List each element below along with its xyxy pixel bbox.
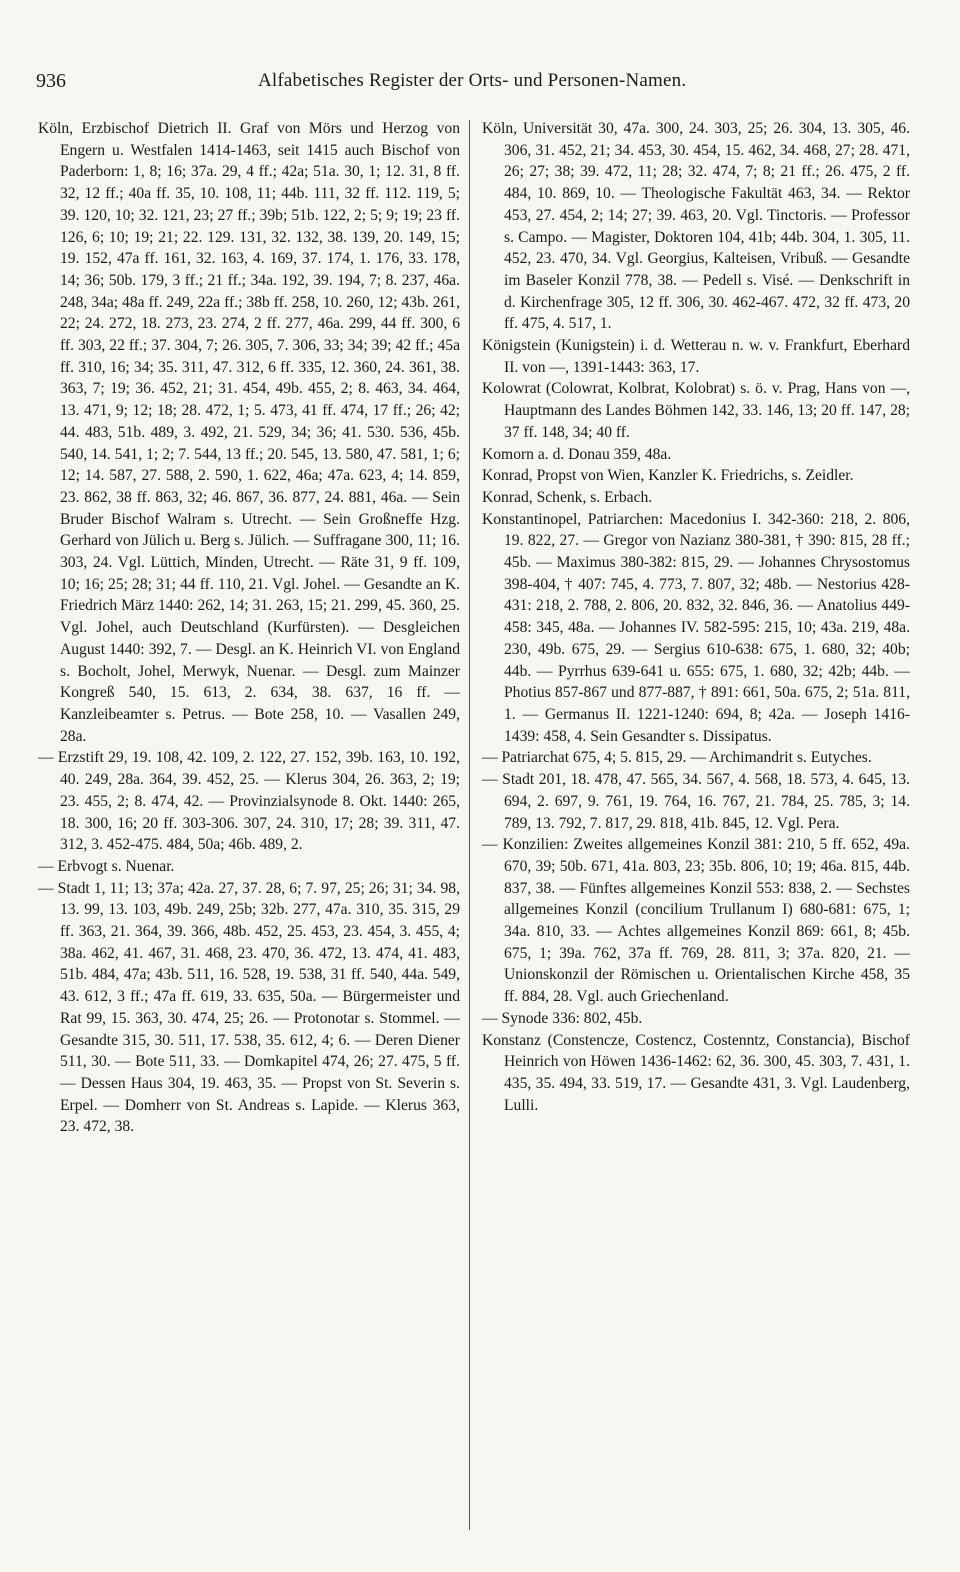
page-number: 936 [36,70,66,92]
index-entry: — Stadt 201, 18. 478, 47. 565, 34. 567, 4. 568, 18. 573, 4. 645, 13. 694, 2. 697, 9. 761, 19. 764, 16. 767, 21. 784, 25. 785, 3; 14. 789, 13. 792, 7. 817, 29. 818, 41b. 845, 12. Vgl. Pera. [482,771,910,832]
index-entry: Kolowrat (Colowrat, Kolbrat, Kolobrat) s. ö. v. Prag, Hans von —, Hauptmann des Landes Böhmen 142, 33. 146, 13; 20 ff. 147, 28; 37 ff. 148, 34; 40 ff. [482,380,910,441]
index-entry: Konrad, Propst von Wien, Kanzler K. Friedrichs, s. Zeidler. [482,467,854,485]
index-entry: Komorn a. d. Donau 359, 48a. [482,445,672,463]
index-entry: Köln, Erzbischof Dietrich II. Graf von Mörs und Herzog von Engern u. Westfalen 1414-1463, seit 1415 auch Bischof von Paderborn: 1, 8; 16; 37a. 29, 4 ff.; 42a; 51a. 30, 1; 12. 31, 8 ff. 32, 12 ff.; 40a ff. 35, 10. 108, 11; 44b. 111, 32 ff. 112. 119, 5; 39. 120, 10; 32. 121, 23; 27 ff.; 39b; 51b. 122, 2; 5; 9; 19; 23 ff. 126, 6; 10; 19; 21; 22. 129. 131, 32. 132, 38. 139, 20. 149, 15; 19. 152, 47a ff. 161, 32. 163, 4. 169, 37. 174, 1. 176, 33. 178, 14; 36; 50b. 179, 3 ff.; 21 ff.; 34a. 192, 39. 194, 7; 8. 237, 46a. 248, 34a; 48a ff. 249, 22a ff.; 38b ff. 258, 10. 260, 12; 43b. 261, 22; 24. 272, 18. 273, 23. 274, 2 ff. 277, 46a. 299, 44 ff. 300, 6 ff. 303, 22 ff.; 37. 304, 7; 26. 305, 7. 306, 33; 34; 39; 42 ff.; 45a ff. 310, 16; 34; 35. 311, 47. 312, 6 ff. 335, 12. 360, 24. 361, 38. 363, 7; 19; 36. 452, 21; 31. 454, 49b. 455, 2; 8. 463, 34. 464, 13. 471, 9; 12; 18; 28. 472, 1; 5. 473, 41 ff. 474, 17 ff.; 26; 42; 44. 483, 51b. 489, 3. 492, 21. 529, 34; 36; 41. 530. 536, 45b. 540, 14. 541, 1; 2; 7. 544, 13 ff.; 20. 545, 13. 580, 47. 581, 1; 6; 12; 14. 587, 27. 588, 2. 590, 1. 622, 46a; 47a. 623, 4; 14. 859, 23. 862, 38 ff. 863, 32; 46. 867, 36. 877, 24. 881, 46a. — Sein Bruder Bischof Walram s. Utrecht. — Sein Großneffe Hzg. Gerhard von Jülich u. Berg s. Jülich. — Suffragane 300, 11; 16. 303, 24. Vgl. Lüttich, Minden, Utrecht. — Räte 31, 9 ff. 109, 10; 16; 25; 28; 31; 44 ff. 110, 21. Vgl. Johel. — Gesandte an K. Friedrich März 1440: 262, 14; 31. 263, 15; 21. 299, 45. 360, 25. Vgl. Johel, auch Deutschland (Kurfürsten). — Desgleichen August 1440: 392, 7. — Desgl. an K. Heinrich VI. von England s. Bocholt, Johel, Merwyk, Nuenar. — Desgl. zum Mainzer Kongreß 540, 15. 613, 2. 634, 38. 637, 16 ff. — Kanzleibeamter s. Petrus. — Bote 258, 10. — Vasallen 249, 28a. [38,120,460,745]
right-column [482,118,910,1116]
index-entry: Königstein (Kunigstein) i. d. Wetterau n. w. v. Frankfurt, Eberhard II. von —, 1391-1443: 363, 17. [482,337,910,376]
index-entry: — Patriarchat 675, 4; 5. 815, 29. — Archimandrit s. Eutyches. [482,749,872,767]
index-entry: Konstanz (Constencze, Costencz, Costenntz, Constancia), Bischof Heinrich von Höwen 1436-1462: 62, 36. 300, 45. 303, 7. 431, 1. 435, 35. 494, 33. 519, 17. — Gesandte 431, 3. Vgl. Laudenberg, Lulli. [482,1031,910,1114]
index-entry: Konstantinopel, Patriarchen: Macedonius I. 342-360: 218, 2. 806, 19. 822, 27. — Gregor von Nazianz 380-381, † 390: 815, 28 ff.; 45b. — Maximus 380-382: 815, 29. — Johannes Chrysostomus 398-404, † 407: 745, 4. 773, 7. 807, 32; 48b. — Nestorius 428-431: 218, 2. 788, 2. 806, 20. 832, 32. 846, 36. — Anatolius 449-458: 345, 48a. — Johannes IV. 582-595: 215, 10; 43a. 219, 48a. 230, 49b. 675, 29. — Sergius 610-638: 675, 1. 680, 32; 40b; 44b. — Pyrrhus 639-641 u. 655: 675, 1. 680, 32; 42b; 44b. — Photius 857-867 und 877-887, † 891: 661, 50a. 675, 2; 51a. 811, 1. — Germanus II. 1221-1240: 694, 8; 42a. — Joseph 1416-1439: 458, 4. Sein Gesandter s. Dissipatus. [482,510,910,745]
index-entry: — Konzilien: Zweites allgemeines Konzil 381: 210, 5 ff. 652, 49a. 670, 39; 50b. 671, 41a. 803, 23; 35b. 806, 10; 19; 46a. 815, 44b. 837, 38. — Fünftes allgemeines Konzil 553: 838, 2. — Sechstes allgemeines Konzil (concilium Trullanum I) 680-681: 675, 1; 34a. 810, 33. — Achtes allgemeines Konzil 869: 661, 8; 45b. 675, 1; 39a. 762, 37a ff. 769, 28. 811, 3; 37a. 820, 21. — Unionskonzil der Römischen u. Orientalischen Kirche 458, 35 ff. 884, 28. Vgl. auch Griechenland. [482,836,910,1006]
page-header [36,70,924,100]
index-entry: — Erzstift 29, 19. 108, 42. 109, 2. 122, 27. 152, 39b. 163, 10. 192, 40. 249, 28a. 364, 39. 452, 25. — Klerus 304, 26. 363, 2; 19; 23. 455, 2; 8. 474, 42. — Provinzialsynode 8. Okt. 1440: 265, 18. 300, 16; 20 ff. 303-306. 307, 24. 310, 17; 28; 39. 311, 47. 312, 3. 452-475. 484, 50a; 46b. 489, 2. [38,749,460,854]
running-title: Alfabetisches Register der Orts- und Personen-Namen. [258,70,687,91]
column-divider [469,120,470,1530]
index-entry: Köln, Universität 30, 47a. 300, 24. 303, 25; 26. 304, 13. 305, 46. 306, 31. 452, 21; 34. 453, 30. 454, 15. 462, 34. 468, 27; 28. 471, 26; 27; 38; 39. 472, 11; 28; 32. 474, 7; 8; 21 ff.; 26. 475, 2 ff. 484, 10. 869, 10. — Theologische Fakultät 463, 34. — Rektor 453, 27. 454, 2; 14; 27; 39. 463, 20. Vgl. Tinctoris. — Professor s. Campo. — Magister, Doktoren 104, 41b; 44b. 304, 1. 305, 11. 452, 23. 470, 34. Vgl. Georgius, Kalteisen, Vribuß. — Gesandte im Baseler Konzil 778, 38. — Pedell s. Visé. — Denkschrift in d. Kirchenfrage 305, 12 ff. 306, 30. 462-467. 472, 32 ff. 473, 20 ff. 475, 4. 517, 1. [482,120,910,333]
index-entry: — Synode 336: 802, 45b. [482,1009,643,1027]
index-entry: — Erbvogt s. Nuenar. [38,857,175,875]
left-column [38,118,460,1138]
index-entry: Konrad, Schenk, s. Erbach. [482,488,653,506]
index-entry: — Stadt 1, 11; 13; 37a; 42a. 27, 37. 28, 6; 7. 97, 25; 26; 31; 34. 98, 13. 99, 13. 103, 49b. 249, 25b; 32b. 277, 47a. 310, 35. 315, 29 ff. 363, 21. 364, 39. 366, 48b. 452, 25. 453, 23. 454, 3. 455, 4; 38a. 462, 41. 467, 31. 468, 23. 470, 36. 472, 13. 474, 41. 483, 51b. 484, 47a; 43b. 511, 16. 528, 19. 538, 31 ff. 540, 44a. 549, 43. 612, 3 ff.; 47a ff. 619, 33. 635, 50a. — Bürgermeister und Rat 99, 15. 363, 30. 474, 25; 26. — Protonotar s. Stommel. — Gesandte 315, 30. 511, 17. 538, 35. 612, 4; 6. — Deren Diener 511, 30. — Bote 511, 33. — Domkapitel 474, 26; 27. 475, 5 ff. — Dessen Haus 304, 19. 463, 35. — Propst von St. Severin s. Erpel. — Domherr von St. Andreas s. Lapide. — Klerus 363, 23. 472, 38. [38,879,460,1136]
